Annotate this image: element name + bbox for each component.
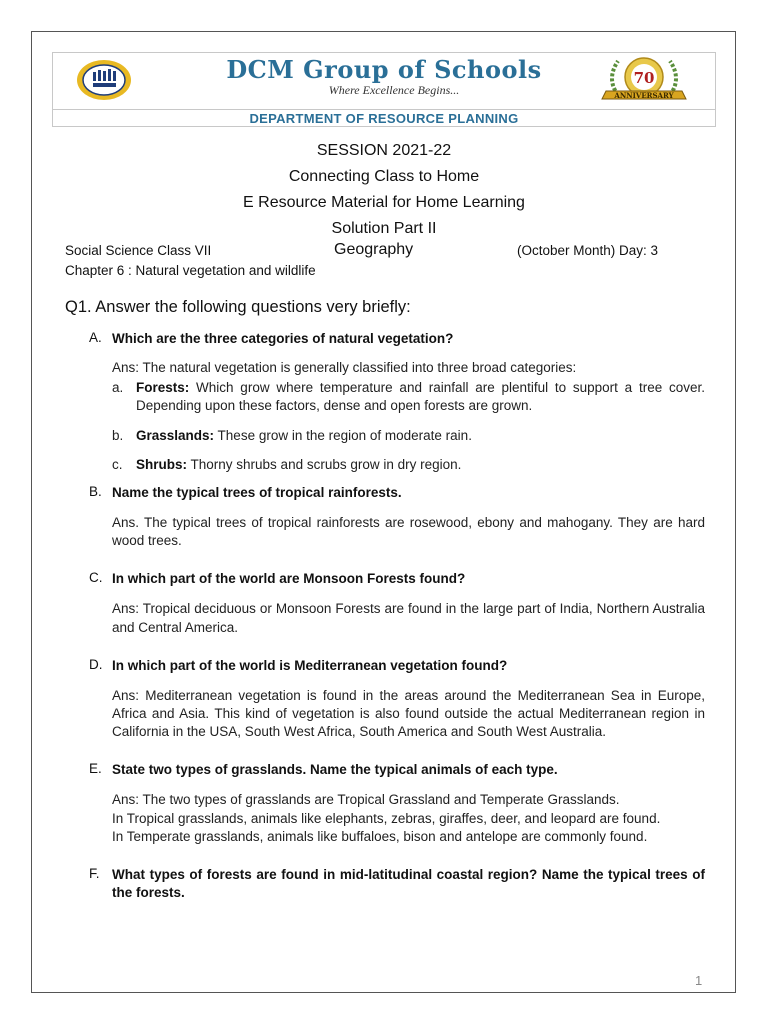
section-heading: Q1. Answer the following questions very briefly: (65, 298, 411, 316)
term-description: These grow in the region of moderate rain. (214, 427, 472, 443)
answer-line: In Tropical grasslands, animals like elephants, zebras, giraffes, deer, and leopard are found. (112, 810, 661, 826)
question-text: What types of forests are found in mid-latitudinal coastal region? Name the typical trees of the forests. (112, 867, 705, 901)
term-description: Which grow where temperature and rainfall are plentiful to support a tree cover. Depending upon these factors, dense and open forests are grown. (136, 380, 705, 414)
list-item (112, 456, 705, 474)
question-d (65, 657, 705, 742)
svg-text:70: 70 (633, 69, 655, 87)
question-text: In which part of the world is Mediterranean vegetation found? (112, 657, 508, 673)
title-line-2: E Resource Material for Home Learning (243, 194, 525, 211)
question-f (65, 866, 705, 902)
letterhead (52, 52, 716, 127)
anniversary-badge-icon (598, 55, 690, 107)
question-a (65, 330, 705, 474)
list-item (112, 379, 705, 415)
answer-text (112, 791, 705, 846)
session-title: SESSION 2021-22 (316, 142, 452, 159)
question-letter: D. (89, 656, 103, 672)
question-c (65, 570, 705, 636)
term-label: Forests: (136, 380, 190, 396)
question-letter: C. (89, 570, 103, 586)
question-letter: E. (89, 761, 102, 777)
question-text: Name the typical trees of tropical rainforests. (112, 485, 402, 501)
page-number: 1 (695, 973, 703, 988)
term-label: Shrubs: (136, 456, 188, 472)
answer-text: Ans. The typical trees of tropical rainforests are rosewood, ebony and mahogany. They are hard wood trees. (112, 515, 705, 549)
question-text: Which are the three categories of natural vegetation? (112, 331, 454, 346)
question-b (65, 484, 705, 550)
svg-text:ANNIVERSARY: ANNIVERSARY (614, 91, 674, 100)
list-item (112, 427, 705, 445)
question-section (65, 298, 705, 902)
answer-text: Ans: Tropical deciduous or Monsoon Forests are found in the large part of India, Northern Australia and Central America. (112, 601, 705, 635)
list-marker: b. (112, 427, 124, 443)
answer-line: In Temperate grasslands, animals like buffaloes, bison and antelope are commonly found. (112, 828, 648, 844)
chapter-label: Chapter 6 : Natural vegetation and wildlife (65, 263, 316, 278)
question-letter: B. (89, 484, 102, 500)
class-label: Social Science Class VII (65, 243, 212, 258)
question-text: State two types of grasslands. Name the typical animals of each type. (112, 762, 558, 778)
question-e (65, 761, 705, 846)
list-marker: a. (112, 380, 124, 396)
question-text: In which part of the world are Monsoon Forests found? (112, 571, 466, 587)
department-banner: DEPARTMENT OF RESOURCE PLANNING (249, 111, 519, 126)
term-label: Grasslands: (136, 427, 215, 443)
title-line-1: Connecting Class to Home (288, 168, 480, 185)
date-label: (October Month) Day: 3 (517, 243, 659, 258)
subject-label: Geography (334, 241, 414, 258)
answer-line: Ans: The two types of grasslands are Tropical Grassland and Temperate Grasslands. (112, 792, 620, 808)
term-description: Thorny shrubs and scrubs grow in dry region. (187, 456, 462, 472)
answer-text: Ans: The natural vegetation is generally classified into three broad categories: (112, 360, 577, 375)
list-marker: c. (112, 456, 123, 472)
question-letter: A. (89, 330, 102, 345)
school-name: DCM Group of Schools (226, 55, 542, 84)
category-list (112, 379, 705, 474)
title-line-3: Solution Part II (331, 220, 437, 237)
school-tagline: Where Excellence Begins... (328, 83, 460, 97)
answer-text: Ans: Mediterranean vegetation is found in the areas around the Mediterranean Sea in Europe, Africa and Asia. This kind of vegetation is also found outside the actual Mediterranean region in California in the USA, South West Africa, South America and South West Australia. (112, 687, 705, 740)
question-letter: F. (89, 866, 100, 882)
